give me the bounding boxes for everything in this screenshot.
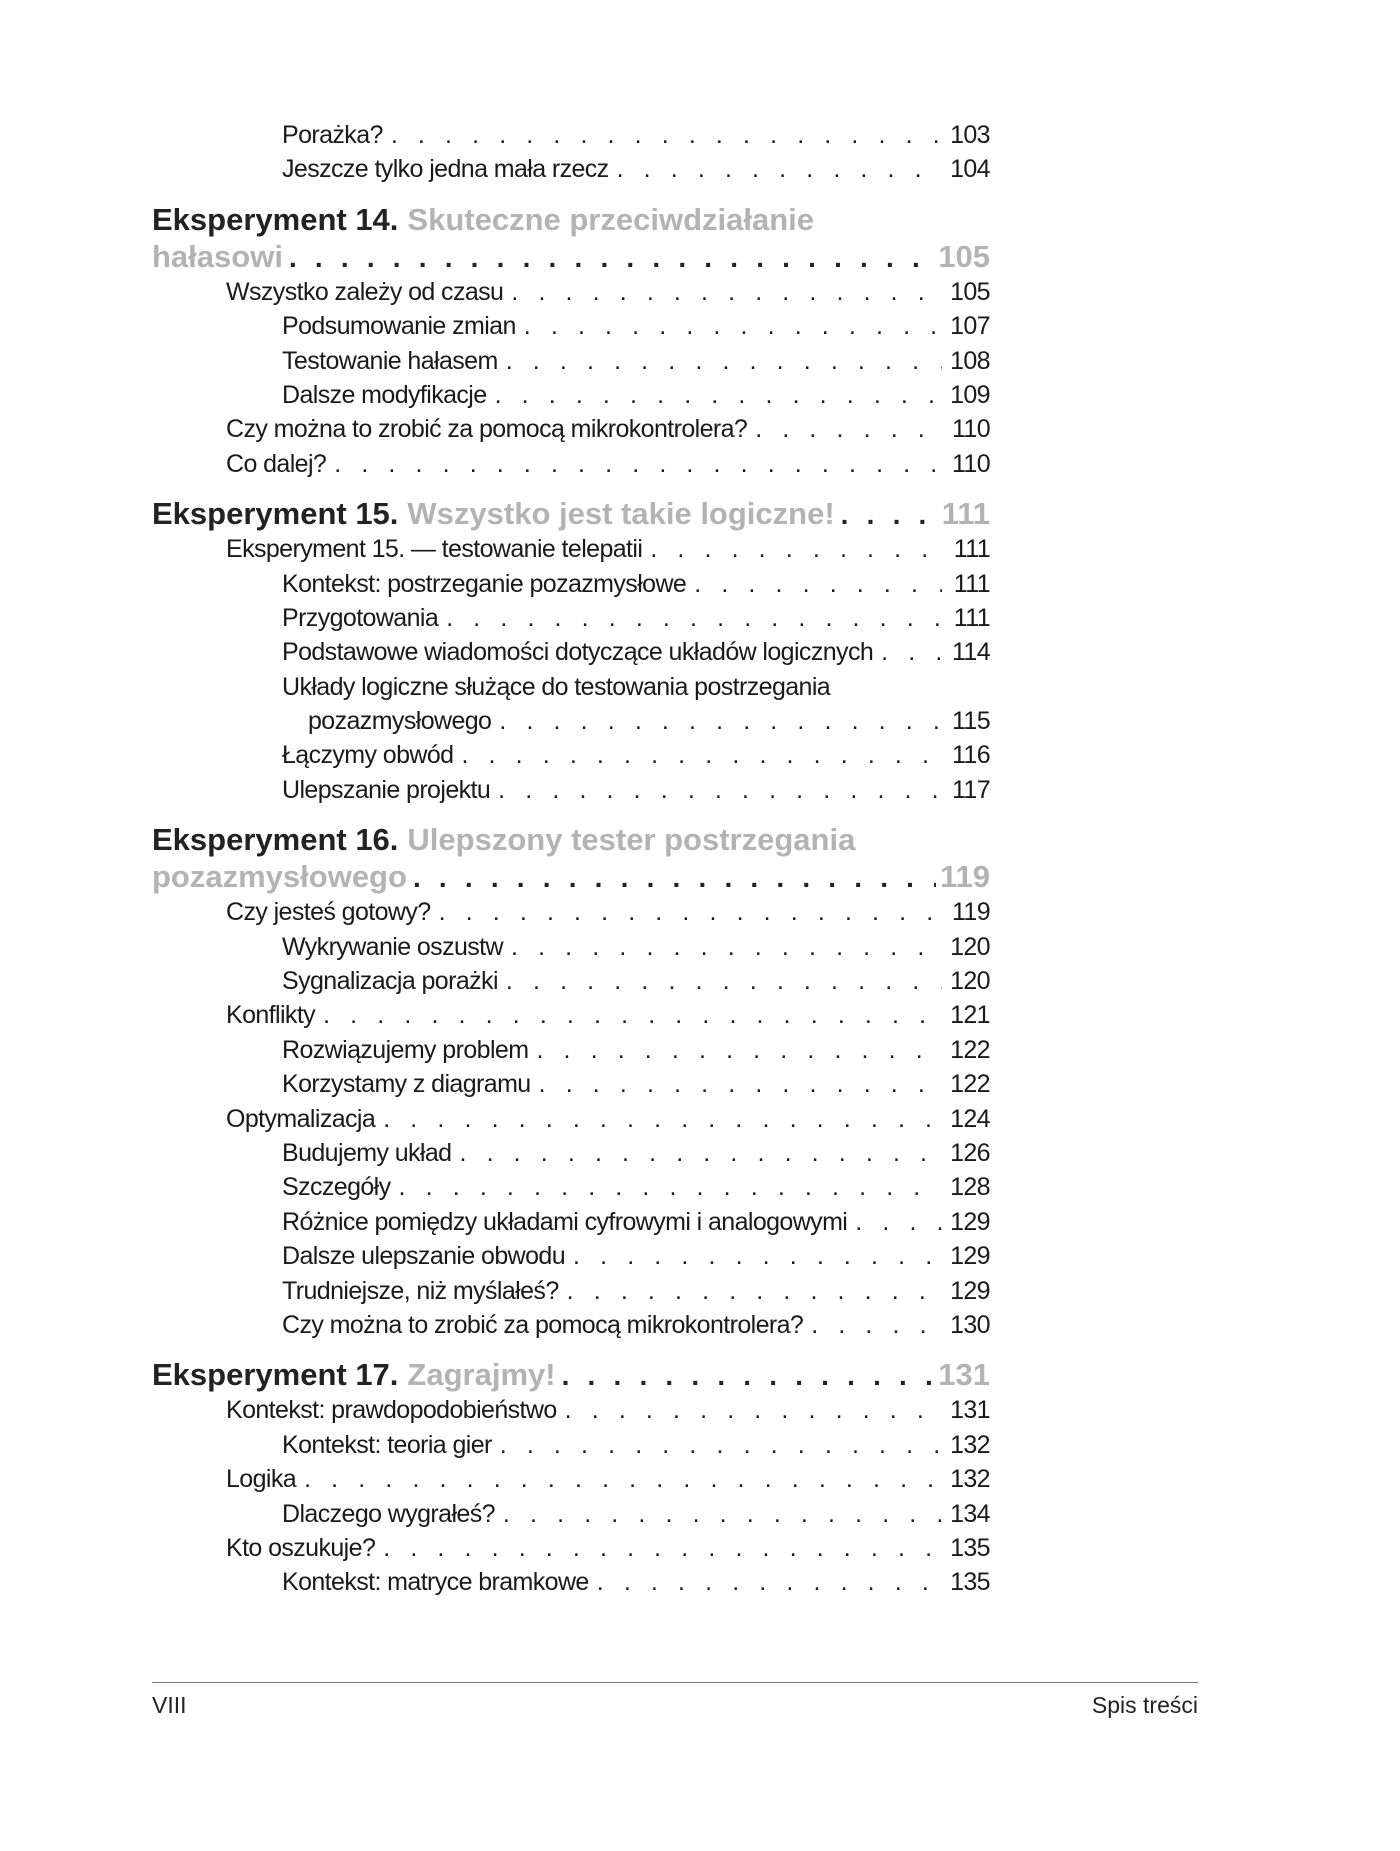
toc-entry-title: Dalsze modyfikacje [282,380,487,409]
dot-leader [511,930,942,964]
toc-entry-title: Podstawowe wiadomości dotyczące układów logicznych [282,638,874,667]
toc-entry[interactable] [152,1136,990,1170]
toc-entry-page-number: 105 [950,277,990,306]
chapter-title: Skuteczne przeciwdziałanie [407,201,815,237]
toc-entry-title: Kontekst: teoria gier [282,1430,492,1459]
toc-entry-title: Jeszcze tylko jedna mała rzecz [282,155,609,184]
toc-entry[interactable] [152,1308,990,1342]
toc-entry-page-number: 111 [953,569,990,598]
toc-entry[interactable] [152,964,990,998]
toc-entry-page-number: 129 [950,1207,990,1236]
toc-entry[interactable] [152,1497,990,1531]
toc-entry-title: Logika [226,1465,297,1494]
toc-entry-title: Sygnalizacja porażki [282,967,498,996]
dot-leader [495,378,942,412]
toc-entry[interactable] [152,895,990,929]
dot-leader [841,496,938,532]
dot-leader [524,309,942,343]
dot-leader [650,532,942,566]
toc-entry-page-number: 104 [950,155,990,184]
toc-entry[interactable] [152,601,990,635]
toc-entry-page-number: 131 [950,1396,990,1425]
toc-entry-page-number: 114 [951,638,990,667]
dot-leader [855,1205,942,1239]
toc-entry[interactable] [152,1393,990,1427]
footer-section-title: Spis treści [1091,1692,1198,1718]
toc-entry[interactable] [152,447,990,481]
toc-entry-title: Łączymy obwód [282,741,454,770]
dot-leader [565,1393,942,1427]
toc-entry-page-number: 122 [950,1070,990,1099]
toc-entry-title: Kontekst: prawdopodobieństwo [226,1396,557,1425]
toc-entry-page-number: 128 [950,1173,990,1202]
dot-leader [461,738,942,772]
toc-entry-page-number: 126 [950,1138,990,1167]
toc-entry-page-number: 134 [950,1499,990,1528]
toc-entry-page-number: 120 [950,967,990,996]
toc-entry-page-number: 135 [950,1568,990,1597]
toc-entry-page-number: 135 [950,1533,990,1562]
toc-entry[interactable] [152,532,990,566]
toc-entry[interactable] [152,1170,990,1204]
chapter-label: Eksperyment 17. [152,1357,399,1393]
toc-entry[interactable] [152,1274,990,1308]
dot-leader [755,412,942,446]
toc-entry-title: Co dalej? [226,449,327,478]
toc-entry-title: Dalsze ulepszanie obwodu [282,1242,566,1271]
toc-entry-title: Konflikty [226,1001,316,1030]
toc-entry-page-number: 110 [951,449,990,478]
chapter-page-number: 105 [938,238,990,274]
toc-entry[interactable] [152,378,990,412]
toc-entry-title: Przygotowania [282,603,439,632]
toc-entry-title: Wszystko zależy od czasu [226,277,504,306]
dot-leader [567,1274,942,1308]
chapter-label: Eksperyment 14. [152,201,399,237]
toc-entry[interactable] [152,738,990,772]
dot-leader [881,635,942,669]
toc-entry-title: Układy logiczne służące do testowania postrzegania [282,672,831,701]
toc-entry-page-number: 109 [950,380,990,409]
toc-entry-title: Porażka? [282,121,383,149]
toc-entry-page-number: 116 [951,741,990,770]
dot-leader [289,239,934,275]
toc-entry-title: Ulepszanie projektu [282,775,491,804]
dot-leader [323,998,942,1032]
toc-entry-title: Rozwiązujemy problem [282,1035,529,1064]
dot-leader [503,1497,942,1531]
toc-entry-title: Podsumowanie zmian [282,312,516,341]
toc-entry[interactable] [152,118,990,152]
toc-entry[interactable] [152,670,990,704]
chapter-page-number: 119 [939,859,990,895]
dot-leader [500,1428,942,1462]
toc-entry[interactable] [152,1531,990,1565]
dot-leader [446,601,942,635]
toc-entry-continued[interactable] [152,704,990,738]
toc-entry-page-number: 124 [950,1104,990,1133]
chapter-heading[interactable] [152,821,990,895]
dot-leader [539,1067,942,1101]
chapter-heading[interactable] [152,201,990,275]
toc-entry[interactable] [152,1239,990,1273]
toc-entry-page-number: 110 [951,415,990,444]
toc-entry-page-number: 130 [950,1310,990,1339]
toc-entry[interactable] [152,1033,990,1067]
dot-leader [506,964,942,998]
toc-entry[interactable] [152,1462,990,1496]
toc-entry-page-number: 132 [950,1430,990,1459]
toc-entry[interactable] [152,930,990,964]
toc-entry-page-number: 115 [951,707,990,736]
toc-entry-page-number: 117 [951,775,990,804]
toc-entry-title: Czy można to zrobić za pomocą mikrokontrolera? [226,415,748,444]
chapter-title: Zagrajmy! [407,1357,556,1393]
toc-entry-title: Czy można to zrobić za pomocą mikrokontrolera? [282,1310,804,1339]
toc-entry[interactable] [152,309,990,343]
dot-leader [304,1462,942,1496]
dot-leader [562,1357,935,1393]
toc-entry-page-number: 111 [953,535,990,564]
toc-entry-page-number: 129 [950,1242,990,1271]
toc-entry-page-number: 107 [950,312,990,341]
dot-leader [536,1033,942,1067]
dot-leader [399,1170,942,1204]
toc-entry-page-number: 119 [951,898,990,927]
dot-leader [694,567,942,601]
dot-leader [573,1239,942,1273]
toc-entry-page-number: 103 [950,121,990,149]
toc-entry-title: Kto oszukuje? [226,1533,376,1562]
chapter-title: Ulepszony tester postrzegania [407,822,856,858]
dot-leader [498,773,942,807]
toc-entry-page-number: 129 [950,1276,990,1305]
dot-leader [439,895,942,929]
toc-entry-page-number: 120 [950,932,990,961]
dot-leader [506,344,942,378]
toc-entry[interactable] [152,1205,990,1239]
toc-entry-title-continued: pozazmysłowego [308,707,492,736]
toc-entry-page-number: 122 [950,1035,990,1064]
toc-entry[interactable] [152,998,990,1032]
chapter-page-number: 131 [938,1357,990,1393]
toc-entry-page-number: 132 [950,1465,990,1494]
dot-leader [391,118,942,152]
toc-entry-title: Różnice pomiędzy układami cyfrowymi i analogowymi [282,1207,848,1236]
toc-entry[interactable] [152,152,990,186]
toc-entry[interactable] [152,344,990,378]
toc-entry-title: Dlaczego wygrałeś? [282,1499,495,1528]
toc-entry-title: Kontekst: postrzeganie pozazmysłowe [282,569,687,598]
dot-leader [383,1531,942,1565]
toc-entry[interactable] [152,1102,990,1136]
toc-entry[interactable] [152,773,990,807]
toc-entry[interactable] [152,1067,990,1101]
dot-leader [617,152,942,186]
chapter-title: Wszystko jest takie logiczne! [407,496,835,532]
toc-entry-page-number: 121 [950,1001,990,1030]
dot-leader [811,1308,942,1342]
toc-entry-title: Wykrywanie oszustw [282,932,503,961]
toc-entry[interactable] [152,275,990,309]
toc-entry-title: Eksperyment 15. — testowanie telepatii [226,535,643,564]
dot-leader [413,859,936,895]
toc-entry-page-number: 108 [950,346,990,375]
toc-entry-title: Testowanie hałasem [282,346,498,375]
toc-entry-title: Budujemy układ [282,1138,452,1167]
toc-entry-title: Trudniejsze, niż myślałeś? [282,1276,559,1305]
chapter-heading[interactable] [152,495,990,532]
dot-leader [334,447,942,481]
chapter-label: Eksperyment 15. [152,496,399,532]
dot-leader [597,1565,942,1599]
chapter-heading[interactable] [152,1356,990,1393]
dot-leader [511,275,942,309]
toc-entry[interactable] [152,635,990,669]
toc-entry[interactable] [152,567,990,601]
dot-leader [499,704,942,738]
footer-divider [152,1682,1198,1683]
footer-page-number: VIII [152,1692,187,1718]
toc-entry[interactable] [152,1428,990,1462]
chapter-page-number: 111 [941,496,990,532]
chapter-title-continued: hałasowi [152,238,283,274]
toc-entry-title: Szczegóły [282,1173,391,1202]
dot-leader [459,1136,942,1170]
dot-leader [383,1102,942,1136]
toc-entry-page-number: 111 [953,603,990,632]
toc-entry-title: Korzystamy z diagramu [282,1070,531,1099]
toc-entry[interactable] [152,412,990,446]
toc-entry-title: Optymalizacja [226,1104,376,1133]
toc-entry-title: Czy jesteś gotowy? [226,898,431,927]
toc-entry[interactable] [152,1565,990,1599]
toc-entry-title: Kontekst: matryce bramkowe [282,1568,589,1597]
chapter-label: Eksperyment 16. [152,822,399,858]
chapter-title-continued: pozazmysłowego [152,859,407,895]
table-of-contents [152,118,990,1600]
